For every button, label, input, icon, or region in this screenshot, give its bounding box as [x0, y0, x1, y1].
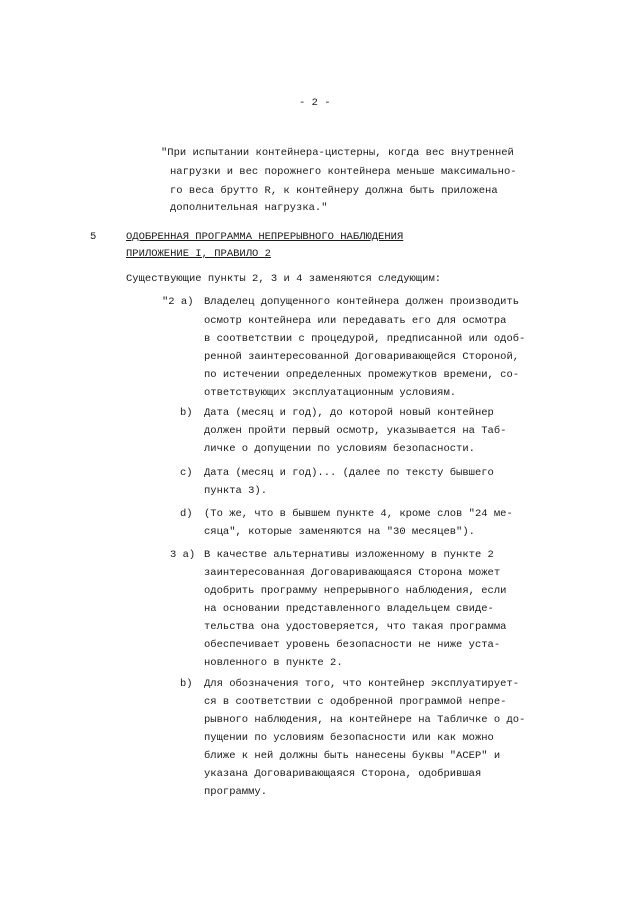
quote-line: дополнительная нагрузка." — [170, 202, 328, 214]
item-line: на основании представленного владельцем свиде- — [204, 603, 494, 615]
item-line: Дата (месяц и год)... (далее по тексту бывшего — [204, 467, 494, 479]
item-line: осмотр контейнера или передавать его для осмотра — [204, 315, 507, 327]
item-label: "2 a) — [162, 296, 194, 308]
item-line: заинтересованная Договаривающаяся Сторона может — [204, 567, 501, 579]
item-line: в соответствии с процедурой, предписанной или одоб- — [204, 333, 526, 345]
quote-line: го веса брутто R, к контейнеру должна быть приложена — [170, 185, 498, 197]
item-line: пущении по условиям безопасности или как можно — [204, 732, 494, 744]
intro-text: Существующие пункты 2, 3 и 4 заменяются следующим: — [126, 273, 442, 285]
item-line: ближе к ней должны быть нанесены буквы "ACEP" и — [204, 750, 501, 762]
item-line: В качестве альтернативы изложенному в пункте 2 — [204, 549, 494, 561]
item-line: (То же, что в бывшем пункте 4, кроме слов "24 ме- — [204, 508, 513, 520]
item-line: Владелец допущенного контейнера должен производить — [204, 296, 520, 308]
item-line: новленного в пункте 2. — [204, 657, 343, 669]
section-number: 5 — [90, 231, 97, 243]
item-label: d) — [180, 508, 193, 520]
item-line: сяца", которые заменяются на "30 месяцев"). — [204, 526, 475, 538]
item-line: указана Договаривающаяся Сторона, одобрившая — [204, 768, 482, 780]
item-line: обеспечивает уровень безопасности не ниже уста- — [204, 639, 501, 651]
item-line: должен пройти первый осмотр, указывается на Таб- — [204, 425, 507, 437]
item-label: b) — [180, 678, 193, 690]
page-number: - 2 - — [299, 97, 331, 109]
item-line: по истечении определенных промежутков времени, со- — [204, 369, 520, 381]
item-line: личке о допущении по условиям безопасности. — [204, 443, 475, 455]
item-line: пункта 3). — [204, 485, 268, 497]
item-line: ся в соответствии с одобренной программой непре- — [204, 696, 507, 708]
item-line: рывного наблюдения, на контейнере на Табличке о до- — [204, 714, 526, 726]
section-title: ОДОБРЕННАЯ ПРОГРАММА НЕПРЕРЫВНОГО НАБЛЮДЕНИЯ — [126, 231, 404, 243]
item-label: c) — [180, 467, 193, 479]
item-line: Дата (месяц и год), до которой новый контейнер — [204, 407, 494, 419]
item-label: b) — [180, 407, 193, 419]
item-line: ответствующих эксплуатационным условиям. — [204, 387, 457, 399]
item-line: тельства она удостоверяется, что такая программа — [204, 621, 507, 633]
item-line: Для обозначения того, что контейнер эксплуатирует- — [204, 678, 520, 690]
item-line: ренной заинтересованной Договаривающейся Стороной, — [204, 351, 520, 363]
item-line: программу. — [204, 786, 268, 798]
section-subtitle: ПРИЛОЖЕНИЕ I, ПРАВИЛО 2 — [126, 248, 271, 260]
item-label: 3 a) — [170, 549, 196, 561]
quote-line: нагрузки и вес порожнего контейнера меньше максимально- — [170, 166, 517, 178]
quote-line: "При испытании контейнера-цистерны, когда вес внутренней — [161, 147, 514, 159]
item-line: одобрить программу непрерывного наблюдения, если — [204, 585, 507, 597]
